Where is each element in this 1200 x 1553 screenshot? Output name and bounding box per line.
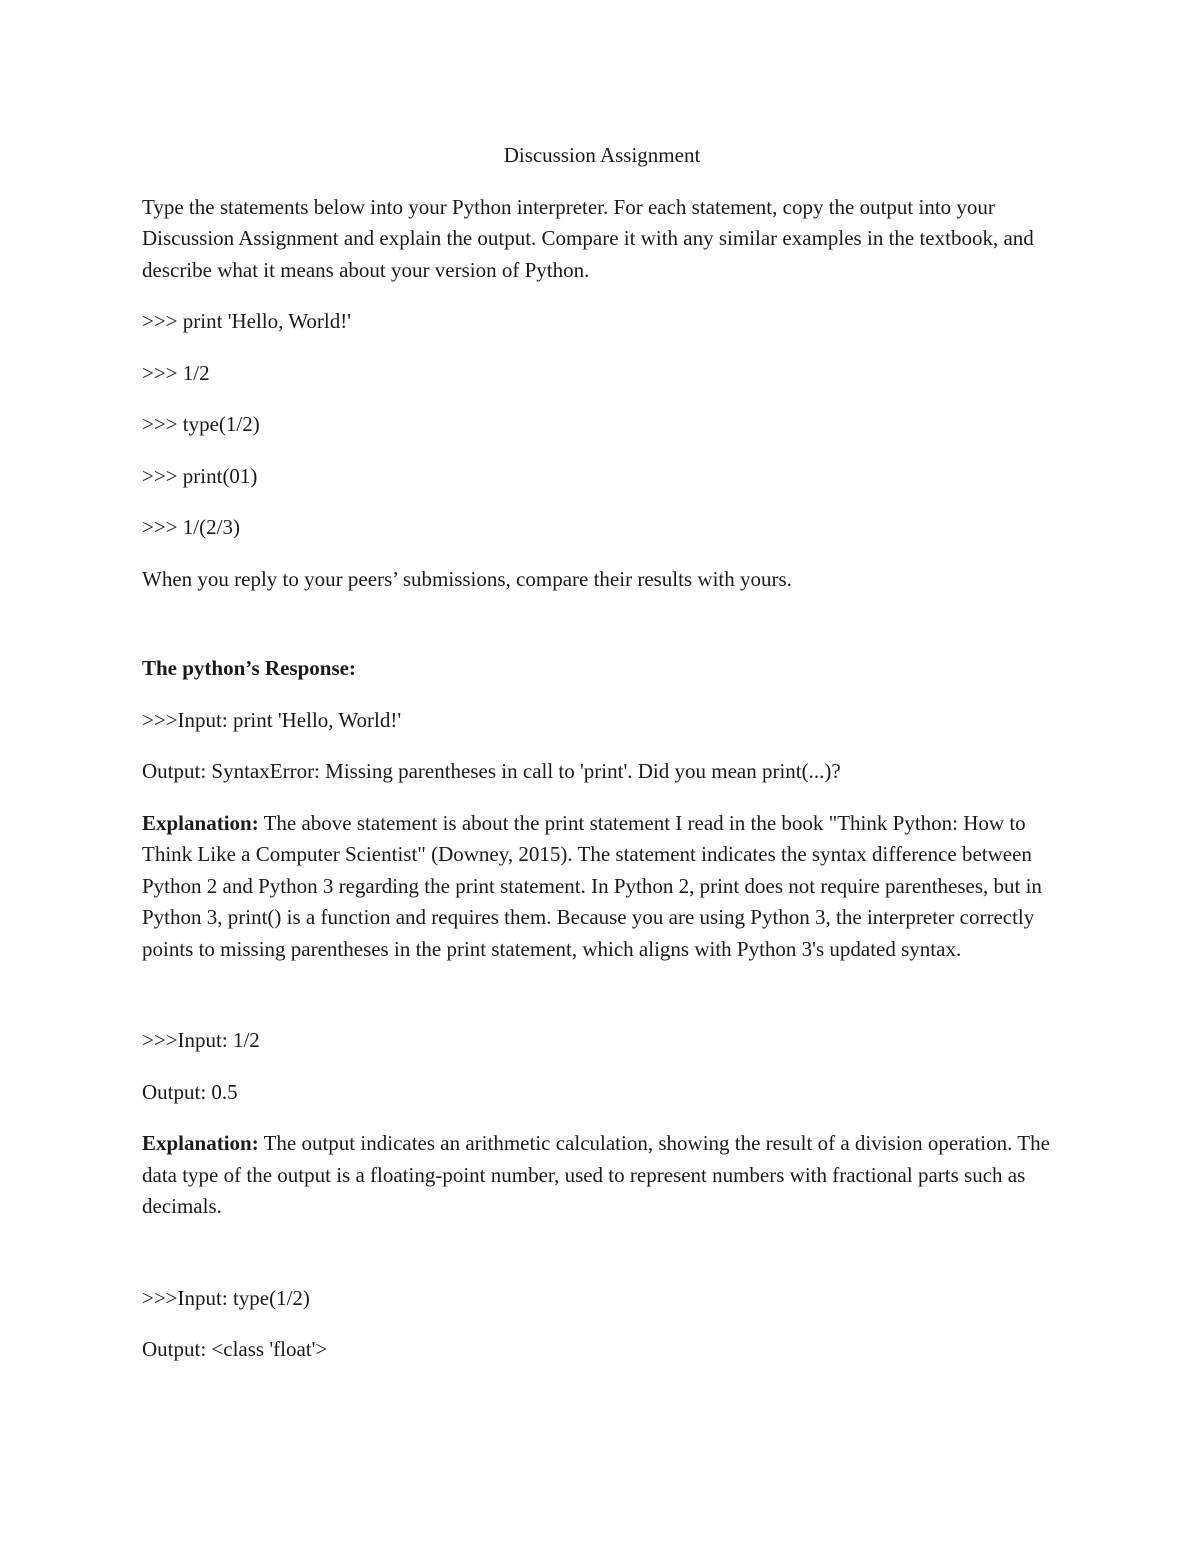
response-explanation xyxy=(142,808,1062,966)
intro-paragraph: Type the statements below into your Python interpreter. For each statement, copy the output into your Discussion Assignment and explain the output. Compare it with any similar examples in the textbook, and describe what it means about your version of Python. xyxy=(142,194,1034,282)
explanation-label: Explanation: xyxy=(142,810,259,835)
reply-note: When you reply to your peers’ submissions, compare their results with yours. xyxy=(142,566,792,591)
statement-line: >>> 1/(2/3) xyxy=(142,515,240,539)
explanation-label: Explanation: xyxy=(142,1131,259,1155)
explanation-text: The output indicates an arithmetic calculation, showing the result of a division operation. The data type of the output is a floating-point number, used to represent numbers with fractional parts such as decimals. xyxy=(142,1131,1050,1218)
response-input: >>>Input: print 'Hello, World!' xyxy=(142,707,402,732)
document-page xyxy=(142,140,1062,1386)
statement-line: >>> 1/2 xyxy=(142,360,210,385)
response-input: >>>Input: type(1/2) xyxy=(142,1285,310,1310)
statement-line: >>> print 'Hello, World!' xyxy=(142,309,351,333)
statement-line: >>> type(1/2) xyxy=(142,412,260,436)
response-explanation xyxy=(142,1128,1062,1223)
explanation-text: The above statement is about the print statement I read in the book "Think Python: How to Think Like a Computer Scientist" (Downey, 2015). The statement indicates the syntax difference between Python 2 and Python 3 regarding the print statement. In Python 2, print does not require parentheses, but in Python 3, print() is a function and requires them. Because you are using Python 3, the interpreter correctly points to missing parentheses in the print statement, which aligns with Python 3's updated syntax. xyxy=(142,810,1042,961)
response-heading: The python’s Response: xyxy=(142,656,356,680)
document-title: Discussion Assignment xyxy=(503,143,701,167)
statement-line: >>> print(01) xyxy=(142,463,258,488)
response-input: >>>Input: 1/2 xyxy=(142,1028,260,1052)
response-output: Output: <class 'float'> xyxy=(142,1337,328,1361)
response-output: Output: 0.5 xyxy=(142,1079,238,1104)
response-output: Output: SyntaxError: Missing parentheses in call to 'print'. Did you mean print(...)? xyxy=(142,759,841,783)
